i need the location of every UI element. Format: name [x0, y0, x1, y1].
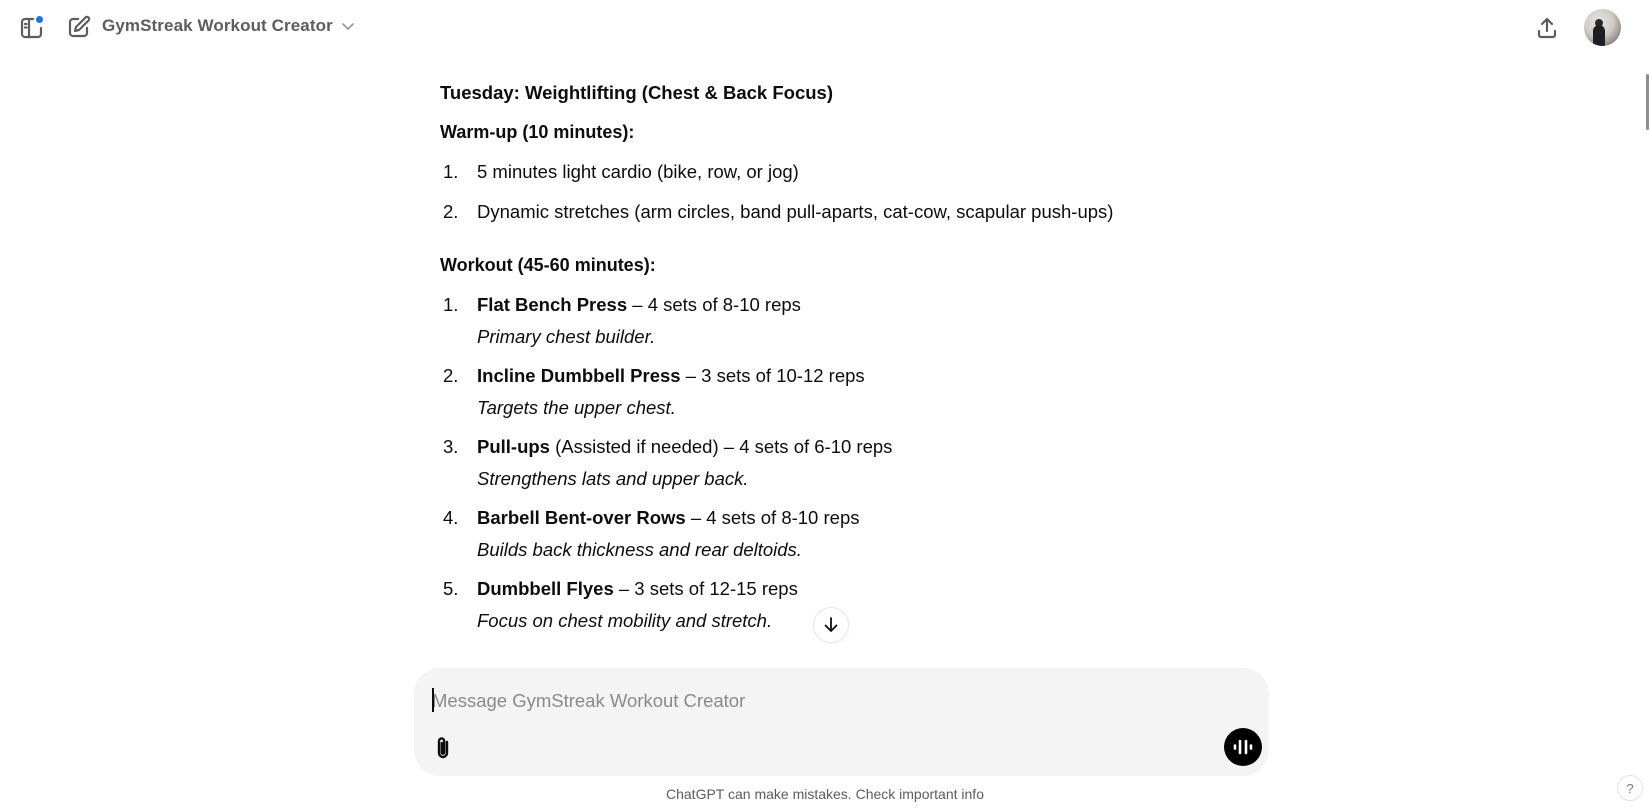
exercise-detail: – 3 sets of 10-12 reps [680, 365, 865, 386]
exercise-detail: (Assisted if needed) – 4 sets of 6-10 reps [549, 436, 893, 457]
attach-file-button[interactable] [430, 734, 456, 762]
scroll-to-bottom-button[interactable] [813, 607, 849, 643]
workout-list [440, 292, 1160, 634]
exercise-detail: – 4 sets of 8-10 reps [685, 507, 860, 528]
list-number: 5. [443, 578, 459, 599]
top-bar [0, 0, 1650, 56]
list-number: 1. [443, 161, 459, 182]
list-number: 2. [443, 201, 459, 222]
list-item [440, 292, 1160, 350]
list-item [440, 505, 1160, 563]
list-number: 2. [443, 365, 459, 386]
text-caret [432, 688, 434, 712]
paperclip-icon [433, 735, 453, 761]
assistant-message [440, 80, 1160, 634]
exercise-detail: – 4 sets of 8-10 reps [627, 294, 801, 315]
exercise-note: Builds back thickness and rear deltoids. [477, 539, 802, 560]
arrow-down-icon [822, 616, 840, 634]
model-title-dropdown[interactable] [102, 16, 355, 36]
exercise-name: Pull-ups [477, 436, 550, 457]
list-item [440, 363, 1160, 421]
chat-title: GymStreak Workout Creator [102, 16, 333, 35]
share-upload-icon [1535, 16, 1559, 40]
composer-fade [420, 640, 1270, 670]
chevron-down-icon [341, 19, 355, 33]
exercise-note: Strengthens lats and upper back. [477, 468, 749, 489]
share-button[interactable] [1533, 14, 1561, 42]
list-item [440, 159, 1160, 185]
page-scrollbar[interactable] [1646, 74, 1649, 130]
exercise-name: Barbell Bent-over Rows [477, 507, 686, 528]
help-button[interactable]: ? [1617, 775, 1643, 801]
exercise-name: Flat Bench Press [477, 294, 628, 315]
list-item [440, 199, 1160, 225]
notification-dot [35, 15, 44, 24]
exercise-note: Primary chest builder. [477, 326, 656, 347]
disclaimer-text: ChatGPT can make mistakes. Check important info [666, 786, 984, 802]
message-composer [414, 668, 1269, 776]
list-number: 3. [443, 436, 459, 457]
new-chat-button[interactable] [66, 14, 92, 40]
edit-icon [67, 15, 91, 39]
voice-mode-button[interactable] [1224, 728, 1262, 766]
sidebar-toggle-button[interactable] [18, 14, 46, 42]
workout-heading: Workout (45-60 minutes): [440, 255, 656, 275]
warmup-list [440, 159, 1160, 225]
avatar-figure [1593, 25, 1605, 46]
list-item-text: 5 minutes light cardio (bike, row, or jog) [477, 161, 799, 182]
list-number: 4. [443, 507, 459, 528]
list-item [440, 434, 1160, 492]
voice-waveform-icon [1232, 737, 1254, 757]
list-item-text: Dynamic stretches (arm circles, band pull-aparts, cat-cow, scapular push-ups) [477, 201, 1114, 222]
warmup-heading: Warm-up (10 minutes): [440, 122, 635, 142]
exercise-name: Dumbbell Flyes [477, 578, 614, 599]
exercise-detail: – 3 sets of 12-15 reps [613, 578, 798, 599]
day-heading: Tuesday: Weightlifting (Chest & Back Focus) [440, 82, 833, 103]
exercise-note: Targets the upper chest. [477, 397, 676, 418]
exercise-name: Incline Dumbbell Press [477, 365, 681, 386]
user-avatar[interactable] [1584, 9, 1621, 46]
message-input[interactable] [432, 686, 1192, 716]
exercise-note: Focus on chest mobility and stretch. [477, 610, 773, 631]
list-item [440, 576, 1160, 634]
list-number: 1. [443, 294, 459, 315]
